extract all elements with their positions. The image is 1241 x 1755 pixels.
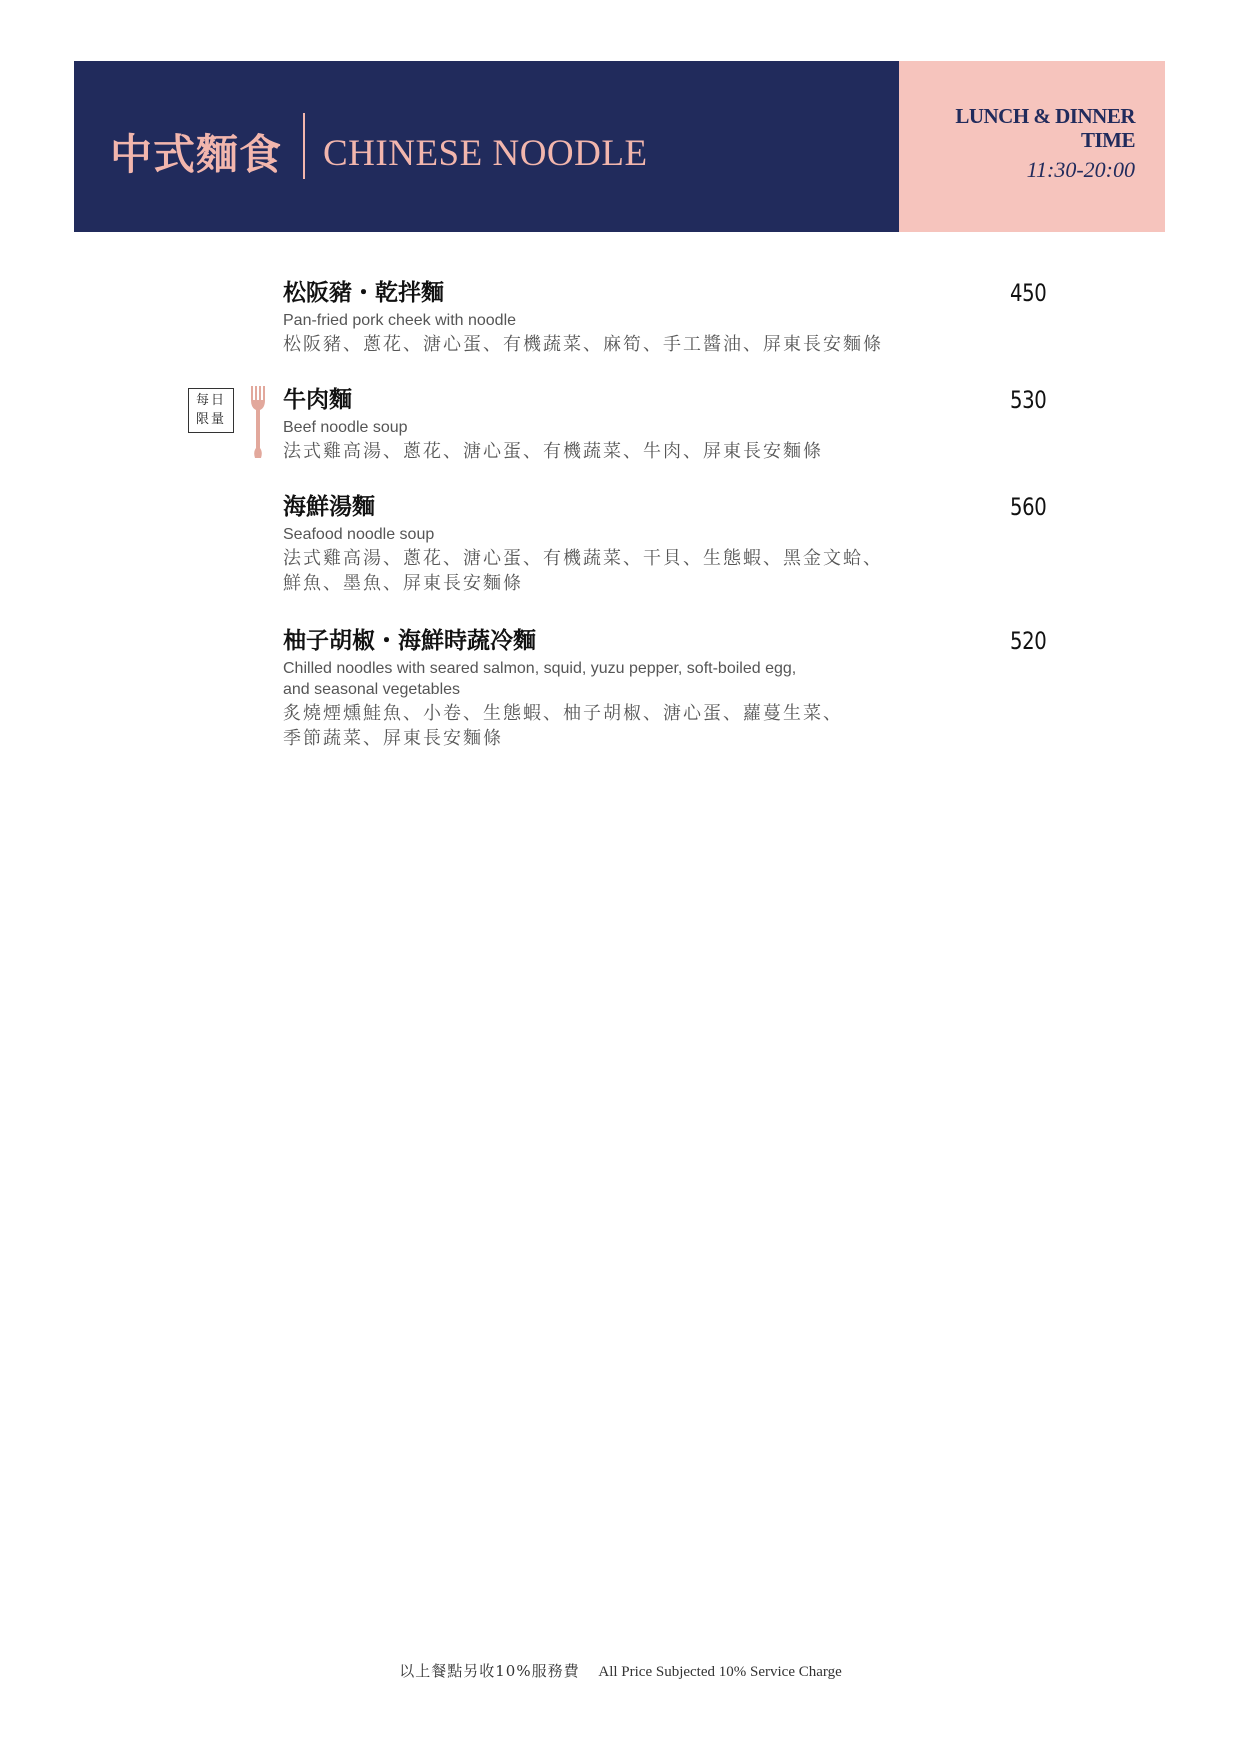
item-price: 560 <box>1009 493 1046 521</box>
item-english-line: and seasonal vegetables <box>283 681 461 698</box>
item-english-name <box>283 310 843 331</box>
item-english-line: Chilled noodles with seared salmon, squid, yuzu pepper, soft-boiled egg, <box>283 660 797 677</box>
badge-line2: 限量 <box>195 412 226 427</box>
item-name: 柚子胡椒・海鮮時蔬冷麵 <box>283 627 536 654</box>
service-charge-zh: 以上餐點另收10%服務費 <box>399 1662 580 1680</box>
item-english-line: Beef noodle soup <box>283 419 408 436</box>
page-title-en: CHINESE NOODLE <box>323 133 648 174</box>
item-english-line: Pan-fried pork cheek with noodle <box>283 312 517 329</box>
item-description-line: 炙燒煙燻鮭魚、小卷、生態蝦、柚子胡椒、溏心蛋、蘿蔓生菜、 <box>283 703 843 724</box>
badge-line1: 每日 <box>195 393 226 408</box>
item-description-line: 法式雞高湯、蔥花、溏心蛋、有機蔬菜、干貝、生態蝦、黑金文蛤、 <box>283 548 883 569</box>
item-name: 牛肉麵 <box>283 386 352 413</box>
item-english-line: Seafood noodle soup <box>283 526 435 543</box>
item-description <box>283 701 923 751</box>
title-divider <box>303 113 305 179</box>
menu-item <box>283 385 1063 464</box>
menu-item <box>283 278 1063 357</box>
item-name: 海鮮湯麵 <box>283 493 375 520</box>
hours-label-line1: LUNCH & DINNER <box>955 104 1135 128</box>
item-price: 450 <box>1009 279 1046 307</box>
hours-value: 11:30-20:00 <box>1026 157 1135 182</box>
item-price: 520 <box>1009 627 1046 655</box>
menu-item <box>283 626 1063 751</box>
item-description-line: 松阪豬、蔥花、溏心蛋、有機蔬菜、麻筍、手工醬油、屏東長安麵條 <box>283 334 883 355</box>
item-price: 530 <box>1009 386 1046 414</box>
page-title-zh: 中式麵食 <box>110 130 283 179</box>
item-english-name <box>283 524 843 545</box>
hours-label <box>955 104 1135 152</box>
item-english-name <box>283 658 843 700</box>
fork-icon <box>250 386 266 460</box>
daily-limited-badge <box>188 388 234 433</box>
item-name: 松阪豬・乾拌麵 <box>283 279 444 306</box>
service-charge-en: All Price Subjected 10% Service Charge <box>598 1664 842 1680</box>
item-description <box>283 439 923 464</box>
item-english-name <box>283 417 843 438</box>
item-description-line: 鮮魚、墨魚、屏東長安麵條 <box>283 573 523 594</box>
item-description <box>283 332 923 357</box>
item-description-line: 季節蔬菜、屏東長安麵條 <box>283 728 503 749</box>
item-description <box>283 546 923 596</box>
service-charge-note <box>0 1660 1241 1681</box>
menu-item <box>283 492 1063 596</box>
item-description-line: 法式雞高湯、蔥花、溏心蛋、有機蔬菜、牛肉、屏東長安麵條 <box>283 441 823 462</box>
hours-label-line2: TIME <box>1080 128 1135 152</box>
